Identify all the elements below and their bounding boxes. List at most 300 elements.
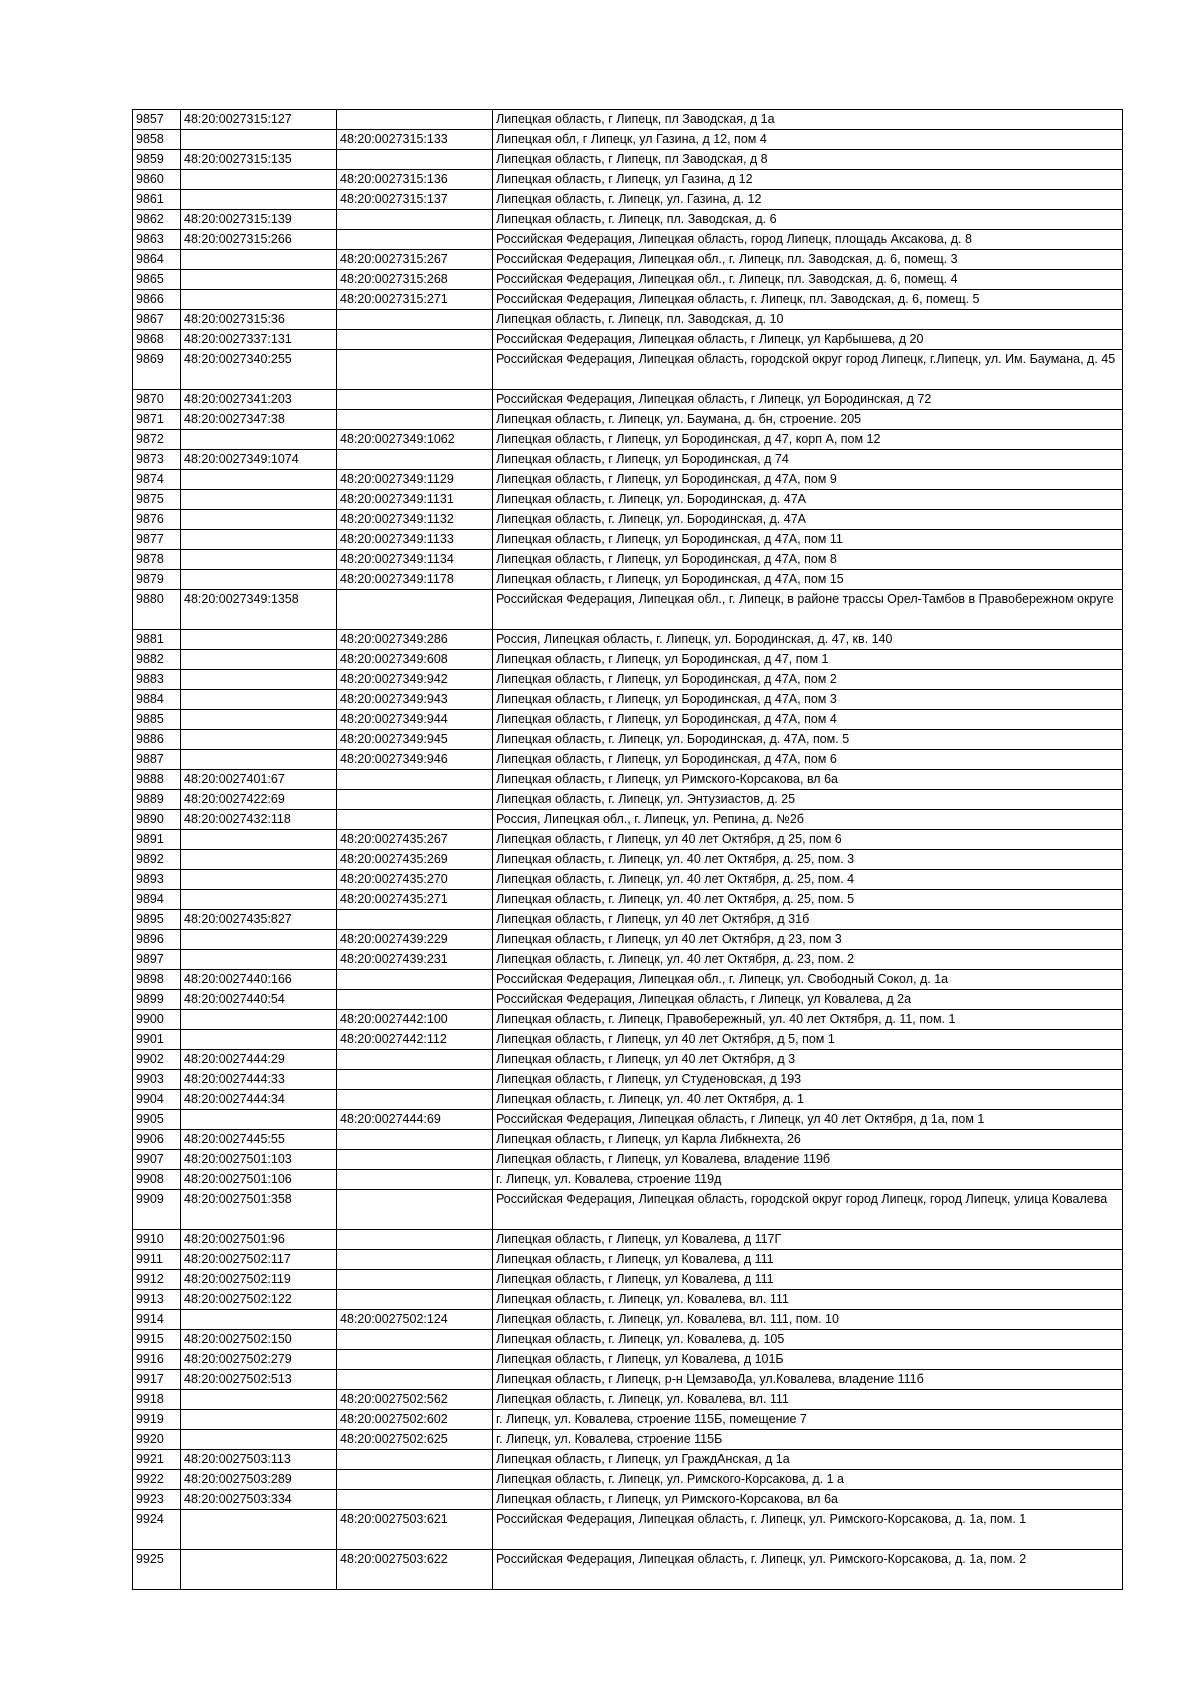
row-number-cell: 9915	[133, 1330, 181, 1350]
row-number-cell: 9858	[133, 130, 181, 150]
table-row	[133, 1470, 1123, 1490]
address-cell: Липецкая область, г. Липецк, Правобережный, ул. 40 лет Октября, д. 11, пом. 1	[493, 1010, 1123, 1030]
row-number-cell: 9914	[133, 1310, 181, 1330]
table-row	[133, 310, 1123, 330]
premises-cadastral-number-cell: 48:20:0027349:942	[337, 670, 493, 690]
address-cell: Россия, Липецкая обл., г. Липецк, ул. Репина, д. №2б	[493, 810, 1123, 830]
table-row	[133, 1370, 1123, 1390]
row-number-cell: 9921	[133, 1450, 181, 1470]
row-number-cell: 9881	[133, 630, 181, 650]
table-row	[133, 130, 1123, 150]
cadastral-number-cell	[181, 1110, 337, 1130]
premises-cadastral-number-cell: 48:20:0027349:1134	[337, 550, 493, 570]
table-row	[133, 570, 1123, 590]
table-row	[133, 1390, 1123, 1410]
cadastral-number-cell: 48:20:0027440:166	[181, 970, 337, 990]
row-number-cell: 9889	[133, 790, 181, 810]
row-number-cell: 9892	[133, 850, 181, 870]
address-cell: Российская Федерация, Липецкая область, город Липецк, площадь Аксакова, д. 8	[493, 230, 1123, 250]
address-cell: Липецкая область, г Липецк, ул 40 лет Октября, д 3	[493, 1050, 1123, 1070]
premises-cadastral-number-cell: 48:20:0027315:268	[337, 270, 493, 290]
address-cell: Липецкая область, г Липецк, ул Бородинская, д 74	[493, 450, 1123, 470]
cadastral-number-cell: 48:20:0027315:36	[181, 310, 337, 330]
address-cell: Липецкая область, г. Липецк, ул. Ковалева, вл. 111	[493, 1290, 1123, 1310]
cadastral-number-cell	[181, 170, 337, 190]
cadastral-number-cell: 48:20:0027445:55	[181, 1130, 337, 1150]
row-number-cell: 9860	[133, 170, 181, 190]
address-cell: Липецкая область, г Липецк, пл Заводская, д 8	[493, 150, 1123, 170]
cadastral-number-cell	[181, 1390, 337, 1410]
premises-cadastral-number-cell: 48:20:0027315:267	[337, 250, 493, 270]
premises-cadastral-number-cell	[337, 1050, 493, 1070]
cadastral-number-cell: 48:20:0027337:131	[181, 330, 337, 350]
cadastral-number-cell: 48:20:0027340:255	[181, 350, 337, 390]
address-cell: Липецкая область, г Липецк, ул Карла Либкнехта, 26	[493, 1130, 1123, 1150]
premises-cadastral-number-cell	[337, 1190, 493, 1230]
address-cell: Липецкая область, г Липецк, ул ГраждАнская, д 1а	[493, 1450, 1123, 1470]
row-number-cell: 9917	[133, 1370, 181, 1390]
row-number-cell: 9865	[133, 270, 181, 290]
premises-cadastral-number-cell	[337, 210, 493, 230]
table-row	[133, 1110, 1123, 1130]
table-row	[133, 1030, 1123, 1050]
row-number-cell: 9899	[133, 990, 181, 1010]
premises-cadastral-number-cell: 48:20:0027439:229	[337, 930, 493, 950]
row-number-cell: 9873	[133, 450, 181, 470]
cadastral-number-cell	[181, 930, 337, 950]
cadastral-number-cell	[181, 750, 337, 770]
cadastral-number-cell: 48:20:0027502:117	[181, 1250, 337, 1270]
premises-cadastral-number-cell: 48:20:0027349:608	[337, 650, 493, 670]
table-row	[133, 1090, 1123, 1110]
cadastral-number-cell: 48:20:0027349:1074	[181, 450, 337, 470]
address-cell: Российская Федерация, Липецкая область, г Липецк, ул Бородинская, д 72	[493, 390, 1123, 410]
cadastral-number-cell	[181, 1550, 337, 1590]
cadastral-number-cell: 48:20:0027315:266	[181, 230, 337, 250]
table-row	[133, 410, 1123, 430]
cadastral-number-cell: 48:20:0027432:118	[181, 810, 337, 830]
table-row	[133, 150, 1123, 170]
premises-cadastral-number-cell	[337, 330, 493, 350]
premises-cadastral-number-cell	[337, 1170, 493, 1190]
cadastral-number-cell: 48:20:0027444:33	[181, 1070, 337, 1090]
table-row	[133, 1150, 1123, 1170]
premises-cadastral-number-cell	[337, 450, 493, 470]
table-row	[133, 1510, 1123, 1550]
table-row	[133, 510, 1123, 530]
address-cell: Российская Федерация, Липецкая область, г. Липецк, ул. Римского-Корсакова, д. 1а, пом. 2	[493, 1550, 1123, 1590]
address-cell: Липецкая область, г. Липецк, ул. 40 лет Октября, д. 25, пом. 3	[493, 850, 1123, 870]
row-number-cell: 9902	[133, 1050, 181, 1070]
cadastral-number-cell	[181, 490, 337, 510]
premises-cadastral-number-cell	[337, 150, 493, 170]
premises-cadastral-number-cell: 48:20:0027315:136	[337, 170, 493, 190]
cadastral-number-cell: 48:20:0027501:106	[181, 1170, 337, 1190]
address-cell: Липецкая область, г Липецк, р-н ЦемзавоДа, ул.Ковалева, владение 111б	[493, 1370, 1123, 1390]
address-cell: Липецкая область, г Липецк, ул Бородинская, д 47А, пом 4	[493, 710, 1123, 730]
address-cell: г. Липецк, ул. Ковалева, строение 115Б, помещение 7	[493, 1410, 1123, 1430]
address-cell: Липецкая область, г. Липецк, ул. Газина, д. 12	[493, 190, 1123, 210]
address-cell: г. Липецк, ул. Ковалева, строение 119д	[493, 1170, 1123, 1190]
address-cell: Российская Федерация, Липецкая обл., г. Липецк, пл. Заводская, д. 6, помещ. 3	[493, 250, 1123, 270]
row-number-cell: 9886	[133, 730, 181, 750]
table-row	[133, 290, 1123, 310]
premises-cadastral-number-cell: 48:20:0027315:137	[337, 190, 493, 210]
row-number-cell: 9920	[133, 1430, 181, 1450]
premises-cadastral-number-cell	[337, 230, 493, 250]
address-cell: Липецкая область, г Липецк, ул Бородинская, д 47А, пом 6	[493, 750, 1123, 770]
address-cell: Липецкая область, г Липецк, ул Ковалева, д 111	[493, 1250, 1123, 1270]
premises-cadastral-number-cell: 48:20:0027349:945	[337, 730, 493, 750]
row-number-cell: 9912	[133, 1270, 181, 1290]
row-number-cell: 9916	[133, 1350, 181, 1370]
table-row	[133, 1350, 1123, 1370]
cadastral-number-cell: 48:20:0027502:119	[181, 1270, 337, 1290]
premises-cadastral-number-cell: 48:20:0027435:269	[337, 850, 493, 870]
premises-cadastral-number-cell	[337, 1330, 493, 1350]
row-number-cell: 9919	[133, 1410, 181, 1430]
row-number-cell: 9857	[133, 110, 181, 130]
cadastral-number-cell: 48:20:0027401:67	[181, 770, 337, 790]
row-number-cell: 9891	[133, 830, 181, 850]
address-cell: Российская Федерация, Липецкая обл., г. Липецк, пл. Заводская, д. 6, помещ. 4	[493, 270, 1123, 290]
table-row	[133, 1190, 1123, 1230]
document-page	[132, 109, 1122, 1590]
cadastral-number-cell: 48:20:0027444:34	[181, 1090, 337, 1110]
premises-cadastral-number-cell: 48:20:0027439:231	[337, 950, 493, 970]
table-row	[133, 890, 1123, 910]
address-cell: Липецкая область, г. Липецк, ул. 40 лет Октября, д. 1	[493, 1090, 1123, 1110]
cadastral-number-cell: 48:20:0027315:139	[181, 210, 337, 230]
address-cell: Российская Федерация, Липецкая область, г Липецк, ул Ковалева, д 2а	[493, 990, 1123, 1010]
table-row	[133, 710, 1123, 730]
row-number-cell: 9895	[133, 910, 181, 930]
cadastral-number-cell: 48:20:0027501:96	[181, 1230, 337, 1250]
row-number-cell: 9883	[133, 670, 181, 690]
address-cell: Липецкая область, г Липецк, ул Бородинская, д 47А, пом 9	[493, 470, 1123, 490]
table-row	[133, 110, 1123, 130]
table-row	[133, 1430, 1123, 1450]
table-row	[133, 1310, 1123, 1330]
cadastral-number-cell	[181, 470, 337, 490]
row-number-cell: 9900	[133, 1010, 181, 1030]
table-row	[133, 350, 1123, 390]
row-number-cell: 9879	[133, 570, 181, 590]
cadastral-number-cell: 48:20:0027502:279	[181, 1350, 337, 1370]
premises-cadastral-number-cell	[337, 1070, 493, 1090]
table-row	[133, 910, 1123, 930]
row-number-cell: 9866	[133, 290, 181, 310]
address-cell: Российская Федерация, Липецкая область, городской округ город Липецк, г.Липецк, ул. Им. Баумана, д. 45	[493, 350, 1123, 390]
table-row	[133, 670, 1123, 690]
address-cell: Липецкая область, г. Липецк, ул. 40 лет Октября, д. 25, пом. 5	[493, 890, 1123, 910]
cadastral-number-cell	[181, 550, 337, 570]
premises-cadastral-number-cell: 48:20:0027502:562	[337, 1390, 493, 1410]
premises-cadastral-number-cell: 48:20:0027349:286	[337, 630, 493, 650]
address-cell: Липецкая область, г Липецк, ул Газина, д 12	[493, 170, 1123, 190]
table-row	[133, 1050, 1123, 1070]
row-number-cell: 9911	[133, 1250, 181, 1270]
cadastral-number-cell: 48:20:0027422:69	[181, 790, 337, 810]
cadastral-number-cell	[181, 1430, 337, 1450]
address-cell: Липецкая область, г Липецк, ул Бородинская, д 47, корп А, пом 12	[493, 430, 1123, 450]
address-cell: Липецкая область, г. Липецк, ул. 40 лет Октября, д. 25, пом. 4	[493, 870, 1123, 890]
table-row	[133, 330, 1123, 350]
table-row	[133, 810, 1123, 830]
row-number-cell: 9887	[133, 750, 181, 770]
table-row	[133, 590, 1123, 630]
row-number-cell: 9906	[133, 1130, 181, 1150]
premises-cadastral-number-cell: 48:20:0027435:271	[337, 890, 493, 910]
table-row	[133, 1130, 1123, 1150]
address-cell: Липецкая область, г Липецк, ул Бородинская, д 47А, пом 3	[493, 690, 1123, 710]
table-row	[133, 450, 1123, 470]
address-cell: Липецкая область, г. Липецк, ул. Бородинская, д. 47А	[493, 490, 1123, 510]
address-cell: Российская Федерация, Липецкая область, городской округ город Липецк, город Липецк, улица Ковалева	[493, 1190, 1123, 1230]
premises-cadastral-number-cell	[337, 350, 493, 390]
premises-cadastral-number-cell: 48:20:0027435:270	[337, 870, 493, 890]
address-cell: Липецкая область, г. Липецк, ул. Баумана, д. бн, строение. 205	[493, 410, 1123, 430]
premises-cadastral-number-cell: 48:20:0027502:625	[337, 1430, 493, 1450]
row-number-cell: 9863	[133, 230, 181, 250]
premises-cadastral-number-cell	[337, 1230, 493, 1250]
address-cell: Липецкая область, г Липецк, ул 40 лет Октября, д 25, пом 6	[493, 830, 1123, 850]
row-number-cell: 9864	[133, 250, 181, 270]
table-row	[133, 190, 1123, 210]
premises-cadastral-number-cell	[337, 1450, 493, 1470]
cadastral-number-cell	[181, 1030, 337, 1050]
row-number-cell: 9898	[133, 970, 181, 990]
table-row	[133, 650, 1123, 670]
table-row	[133, 770, 1123, 790]
table-row	[133, 530, 1123, 550]
row-number-cell: 9905	[133, 1110, 181, 1130]
premises-cadastral-number-cell	[337, 410, 493, 430]
premises-cadastral-number-cell	[337, 110, 493, 130]
premises-cadastral-number-cell: 48:20:0027502:124	[337, 1310, 493, 1330]
address-cell: Липецкая область, г. Липецк, ул. Ковалева, вл. 111, пом. 10	[493, 1310, 1123, 1330]
table-row	[133, 850, 1123, 870]
row-number-cell: 9904	[133, 1090, 181, 1110]
address-cell: Липецкая область, г. Липецк, пл. Заводская, д. 10	[493, 310, 1123, 330]
premises-cadastral-number-cell	[337, 1490, 493, 1510]
table-row	[133, 870, 1123, 890]
cadastral-number-cell	[181, 130, 337, 150]
row-number-cell: 9872	[133, 430, 181, 450]
row-number-cell: 9882	[133, 650, 181, 670]
address-cell: Липецкая область, г Липецк, ул 40 лет Октября, д 23, пом 3	[493, 930, 1123, 950]
premises-cadastral-number-cell	[337, 990, 493, 1010]
table-row	[133, 790, 1123, 810]
address-cell: Российская Федерация, Липецкая обл., г. Липецк, ул. Свободный Сокол, д. 1а	[493, 970, 1123, 990]
table-row	[133, 1550, 1123, 1590]
premises-cadastral-number-cell	[337, 1470, 493, 1490]
address-cell: Липецкая область, г. Липецк, пл. Заводская, д. 6	[493, 210, 1123, 230]
row-number-cell: 9909	[133, 1190, 181, 1230]
table-row	[133, 170, 1123, 190]
address-cell: Российская Федерация, Липецкая область, г. Липецк, ул. Римского-Корсакова, д. 1а, пом. 1	[493, 1510, 1123, 1550]
address-cell: Липецкая область, г. Липецк, ул. Ковалева, д. 105	[493, 1330, 1123, 1350]
row-number-cell: 9893	[133, 870, 181, 890]
premises-cadastral-number-cell	[337, 1250, 493, 1270]
cadastral-number-cell	[181, 830, 337, 850]
table-row	[133, 690, 1123, 710]
row-number-cell: 9897	[133, 950, 181, 970]
table-row	[133, 970, 1123, 990]
premises-cadastral-number-cell	[337, 1270, 493, 1290]
table-row	[133, 210, 1123, 230]
table-row	[133, 470, 1123, 490]
premises-cadastral-number-cell: 48:20:0027315:271	[337, 290, 493, 310]
row-number-cell: 9871	[133, 410, 181, 430]
table-row	[133, 1290, 1123, 1310]
address-cell: Липецкая область, г. Липецк, ул. Бородинская, д. 47А	[493, 510, 1123, 530]
cadastral-table	[132, 109, 1123, 1590]
address-cell: Липецкая область, г Липецк, ул Ковалева, д 101Б	[493, 1350, 1123, 1370]
row-number-cell: 9918	[133, 1390, 181, 1410]
premises-cadastral-number-cell: 48:20:0027502:602	[337, 1410, 493, 1430]
premises-cadastral-number-cell	[337, 910, 493, 930]
address-cell: г. Липецк, ул. Ковалева, строение 115Б	[493, 1430, 1123, 1450]
row-number-cell: 9925	[133, 1550, 181, 1590]
row-number-cell: 9922	[133, 1470, 181, 1490]
cadastral-number-cell	[181, 710, 337, 730]
address-cell: Липецкая область, г Липецк, ул Бородинская, д 47А, пом 2	[493, 670, 1123, 690]
table-row	[133, 1490, 1123, 1510]
premises-cadastral-number-cell: 48:20:0027442:100	[337, 1010, 493, 1030]
row-number-cell: 9867	[133, 310, 181, 330]
address-cell: Липецкая область, г Липецк, ул Бородинская, д 47, пом 1	[493, 650, 1123, 670]
premises-cadastral-number-cell	[337, 1150, 493, 1170]
cadastral-number-cell	[181, 270, 337, 290]
cadastral-number-cell	[181, 290, 337, 310]
row-number-cell: 9869	[133, 350, 181, 390]
row-number-cell: 9870	[133, 390, 181, 410]
premises-cadastral-number-cell	[337, 970, 493, 990]
premises-cadastral-number-cell	[337, 590, 493, 630]
row-number-cell: 9896	[133, 930, 181, 950]
table-row	[133, 950, 1123, 970]
cadastral-number-cell: 48:20:0027502:122	[181, 1290, 337, 1310]
row-number-cell: 9890	[133, 810, 181, 830]
cadastral-number-cell	[181, 1510, 337, 1550]
cadastral-number-cell: 48:20:0027501:358	[181, 1190, 337, 1230]
table-row	[133, 1410, 1123, 1430]
table-row	[133, 1010, 1123, 1030]
premises-cadastral-number-cell	[337, 390, 493, 410]
row-number-cell: 9880	[133, 590, 181, 630]
table-row	[133, 750, 1123, 770]
table-row	[133, 630, 1123, 650]
table-row	[133, 1330, 1123, 1350]
cadastral-number-cell	[181, 670, 337, 690]
address-cell: Липецкая область, г Липецк, пл Заводская, д 1а	[493, 110, 1123, 130]
cadastral-number-cell: 48:20:0027502:513	[181, 1370, 337, 1390]
cadastral-number-cell	[181, 950, 337, 970]
premises-cadastral-number-cell: 48:20:0027442:112	[337, 1030, 493, 1050]
table-row	[133, 1230, 1123, 1250]
address-cell: Липецкая область, г Липецк, ул Ковалева, д 117Г	[493, 1230, 1123, 1250]
address-cell: Липецкая область, г. Липецк, ул. Римского-Корсакова, д. 1 а	[493, 1470, 1123, 1490]
row-number-cell: 9908	[133, 1170, 181, 1190]
premises-cadastral-number-cell	[337, 1370, 493, 1390]
cadastral-number-cell: 48:20:0027347:38	[181, 410, 337, 430]
cadastral-number-cell: 48:20:0027444:29	[181, 1050, 337, 1070]
premises-cadastral-number-cell	[337, 1130, 493, 1150]
table-row	[133, 550, 1123, 570]
cadastral-number-cell: 48:20:0027435:827	[181, 910, 337, 930]
row-number-cell: 9877	[133, 530, 181, 550]
cadastral-number-cell: 48:20:0027503:113	[181, 1450, 337, 1470]
row-number-cell: 9878	[133, 550, 181, 570]
row-number-cell: 9901	[133, 1030, 181, 1050]
table-row	[133, 1250, 1123, 1270]
cadastral-number-cell	[181, 630, 337, 650]
cadastral-number-cell: 48:20:0027349:1358	[181, 590, 337, 630]
table-row	[133, 1070, 1123, 1090]
row-number-cell: 9884	[133, 690, 181, 710]
cadastral-number-cell: 48:20:0027440:54	[181, 990, 337, 1010]
cadastral-number-cell: 48:20:0027315:135	[181, 150, 337, 170]
premises-cadastral-number-cell: 48:20:0027349:1131	[337, 490, 493, 510]
cadastral-number-cell: 48:20:0027501:103	[181, 1150, 337, 1170]
cadastral-number-cell: 48:20:0027315:127	[181, 110, 337, 130]
address-cell: Липецкая область, г Липецк, ул Ковалева, владение 119б	[493, 1150, 1123, 1170]
cadastral-number-cell: 48:20:0027341:203	[181, 390, 337, 410]
cadastral-number-cell: 48:20:0027503:289	[181, 1470, 337, 1490]
table-row	[133, 990, 1123, 1010]
cadastral-number-cell	[181, 890, 337, 910]
cadastral-number-cell	[181, 730, 337, 750]
table-row	[133, 1170, 1123, 1190]
address-cell: Липецкая область, г Липецк, ул 40 лет Октября, д 31б	[493, 910, 1123, 930]
address-cell: Липецкая область, г Липецк, ул Ковалева, д 111	[493, 1270, 1123, 1290]
table-row	[133, 930, 1123, 950]
row-number-cell: 9875	[133, 490, 181, 510]
premises-cadastral-number-cell	[337, 770, 493, 790]
table-row	[133, 250, 1123, 270]
cadastral-number-cell	[181, 510, 337, 530]
premises-cadastral-number-cell: 48:20:0027349:1133	[337, 530, 493, 550]
row-number-cell: 9876	[133, 510, 181, 530]
premises-cadastral-number-cell: 48:20:0027503:621	[337, 1510, 493, 1550]
address-cell: Липецкая область, г Липецк, ул Студеновская, д 193	[493, 1070, 1123, 1090]
premises-cadastral-number-cell	[337, 790, 493, 810]
table-row	[133, 1270, 1123, 1290]
table-row	[133, 430, 1123, 450]
premises-cadastral-number-cell	[337, 1290, 493, 1310]
row-number-cell: 9923	[133, 1490, 181, 1510]
premises-cadastral-number-cell: 48:20:0027349:944	[337, 710, 493, 730]
row-number-cell: 9910	[133, 1230, 181, 1250]
row-number-cell: 9862	[133, 210, 181, 230]
premises-cadastral-number-cell	[337, 310, 493, 330]
table-row	[133, 490, 1123, 510]
premises-cadastral-number-cell: 48:20:0027349:943	[337, 690, 493, 710]
address-cell: Российская Федерация, Липецкая область, г Липецк, ул Карбышева, д 20	[493, 330, 1123, 350]
table-body	[133, 110, 1123, 1590]
cadastral-number-cell	[181, 1010, 337, 1030]
row-number-cell: 9859	[133, 150, 181, 170]
cadastral-number-cell: 48:20:0027503:334	[181, 1490, 337, 1510]
address-cell: Липецкая область, г Липецк, ул Бородинская, д 47А, пом 11	[493, 530, 1123, 550]
address-cell: Липецкая область, г. Липецк, ул. 40 лет Октября, д. 23, пом. 2	[493, 950, 1123, 970]
premises-cadastral-number-cell: 48:20:0027435:267	[337, 830, 493, 850]
premises-cadastral-number-cell: 48:20:0027503:622	[337, 1550, 493, 1590]
address-cell: Российская Федерация, Липецкая область, г Липецк, ул 40 лет Октября, д 1а, пом 1	[493, 1110, 1123, 1130]
row-number-cell: 9868	[133, 330, 181, 350]
row-number-cell: 9885	[133, 710, 181, 730]
